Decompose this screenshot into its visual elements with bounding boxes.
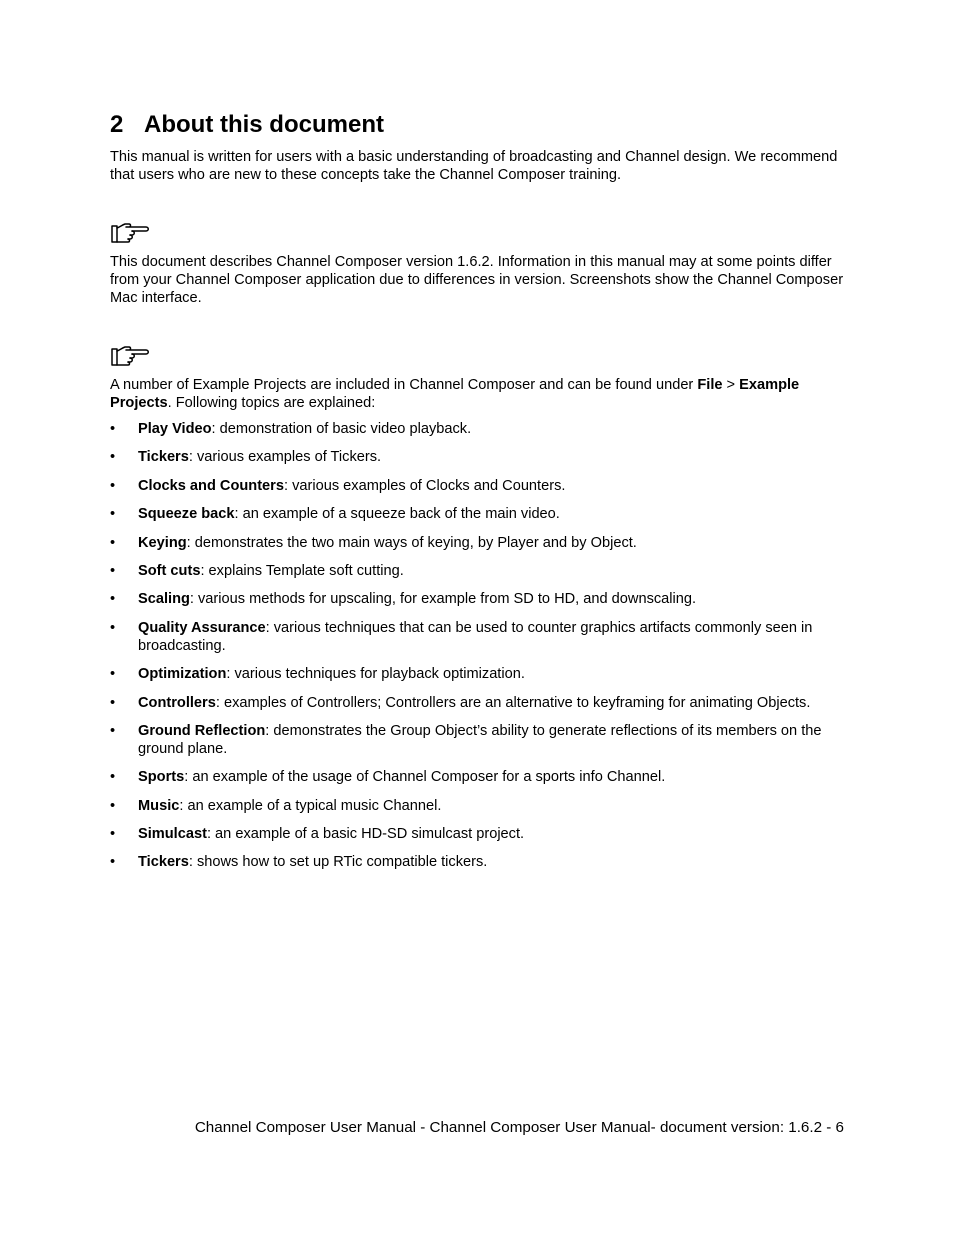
bullet: • (110, 421, 116, 437)
pointing-hand-icon (110, 221, 150, 245)
example-projects-paragraph (110, 376, 844, 412)
menu-separator: > (722, 377, 740, 393)
topic-term: Controllers (138, 694, 216, 711)
topic-term: Simulcast (138, 826, 207, 843)
list-item (110, 562, 844, 580)
topic-description: : an example of a basic HD-SD simulcast project. (206, 826, 525, 843)
topic-term: Play Video (138, 421, 212, 437)
pointing-hand-icon (110, 344, 150, 368)
topic-description: : demonstrates the Group Object’s ability to generate reflections of its members on the ground plane. (138, 722, 822, 757)
topic-description: : an example of a squeeze back of the main video. (234, 506, 560, 523)
topics-list (110, 420, 844, 882)
bullet: • (110, 449, 116, 466)
bullet: • (110, 797, 116, 814)
topic-description: : shows how to set up RTic compatible tickers. (188, 854, 488, 871)
topic-description: : various techniques that can be used to counter graphics artifacts commonly seen in broadcasting. (138, 619, 813, 654)
version-note: This document describes Channel Composer version 1.6.2. Information in this manual may at some points differ from your Channel Composer application due to differences in version. Screenshots show the Channel Composer Mac interface. (110, 254, 844, 306)
bullet: • (110, 562, 116, 579)
page-footer: Channel Composer User Manual - Channel Composer User Manual- document version: 1.6.2 - 6 (194, 1119, 844, 1136)
bullet: • (110, 769, 116, 786)
bullet: • (110, 506, 116, 523)
list-item (110, 768, 844, 786)
list-item (110, 590, 844, 608)
menu-file-label: File (697, 377, 723, 393)
list-item (110, 505, 844, 523)
bullet: • (110, 694, 116, 711)
section-number: 2 (110, 111, 124, 138)
list-item (110, 448, 844, 466)
list-item (110, 797, 844, 815)
topic-term: Ground Reflection (138, 722, 266, 739)
topic-description: : examples of Controllers; Controllers are an alternative to keyframing for animating Objects. (215, 694, 811, 711)
topic-description: : demonstrates the two main ways of keying, by Player and by Object. (186, 534, 637, 551)
topic-term: Music (138, 797, 180, 814)
topic-term: Tickers (138, 449, 189, 466)
bullet: • (110, 477, 116, 494)
bullet: • (110, 826, 116, 843)
topic-term: Soft cuts (138, 562, 201, 579)
list-item (110, 477, 844, 495)
list-item (110, 722, 844, 758)
list-item (110, 853, 844, 871)
bullet: • (110, 854, 116, 871)
example-projects-text-before: A number of Example Projects are included in Channel Composer and can be found under (110, 377, 698, 393)
list-item (110, 420, 844, 438)
topic-term: Scaling (138, 591, 190, 608)
topic-term: Quality Assurance (138, 619, 266, 636)
topic-description: : various techniques for playback optimization. (226, 666, 525, 683)
bullet: • (110, 591, 116, 608)
topic-term: Optimization (138, 666, 227, 683)
topic-description: : various methods for upscaling, for example from SD to HD, and downscaling. (189, 591, 697, 608)
topic-description: : demonstration of basic video playback. (211, 421, 472, 437)
section-title: About this document (144, 111, 384, 138)
list-item (110, 694, 844, 712)
list-item (110, 665, 844, 683)
topic-description: : explains Template soft cutting. (200, 562, 404, 579)
topic-description: : an example of the usage of Channel Composer for a sports info Channel. (184, 769, 666, 786)
topic-term: Clocks and Counters (138, 477, 284, 494)
list-item (110, 619, 844, 655)
intro-paragraph: This manual is written for users with a basic understanding of broadcasting and Channel design. We recommend that users who are new to these concepts take the Channel Composer training. (110, 149, 838, 183)
list-item (110, 534, 844, 552)
bullet: • (110, 619, 116, 636)
topic-term: Tickers (138, 854, 189, 871)
bullet: • (110, 666, 116, 683)
topic-term: Squeeze back (138, 506, 235, 523)
bullet: • (110, 534, 116, 551)
topic-description: : an example of a typical music Channel. (179, 797, 442, 814)
topic-term: Sports (138, 769, 185, 786)
topic-term: Keying (138, 534, 187, 551)
bullet: • (110, 722, 116, 739)
example-projects-text-after: . Following topics are explained: (167, 395, 376, 411)
menu-example-projects-label: Example Projects (110, 377, 800, 411)
topic-description: : various examples of Tickers. (188, 449, 382, 466)
topic-description: : various examples of Clocks and Counters. (283, 477, 566, 494)
list-item (110, 825, 844, 843)
section-heading (110, 110, 384, 140)
